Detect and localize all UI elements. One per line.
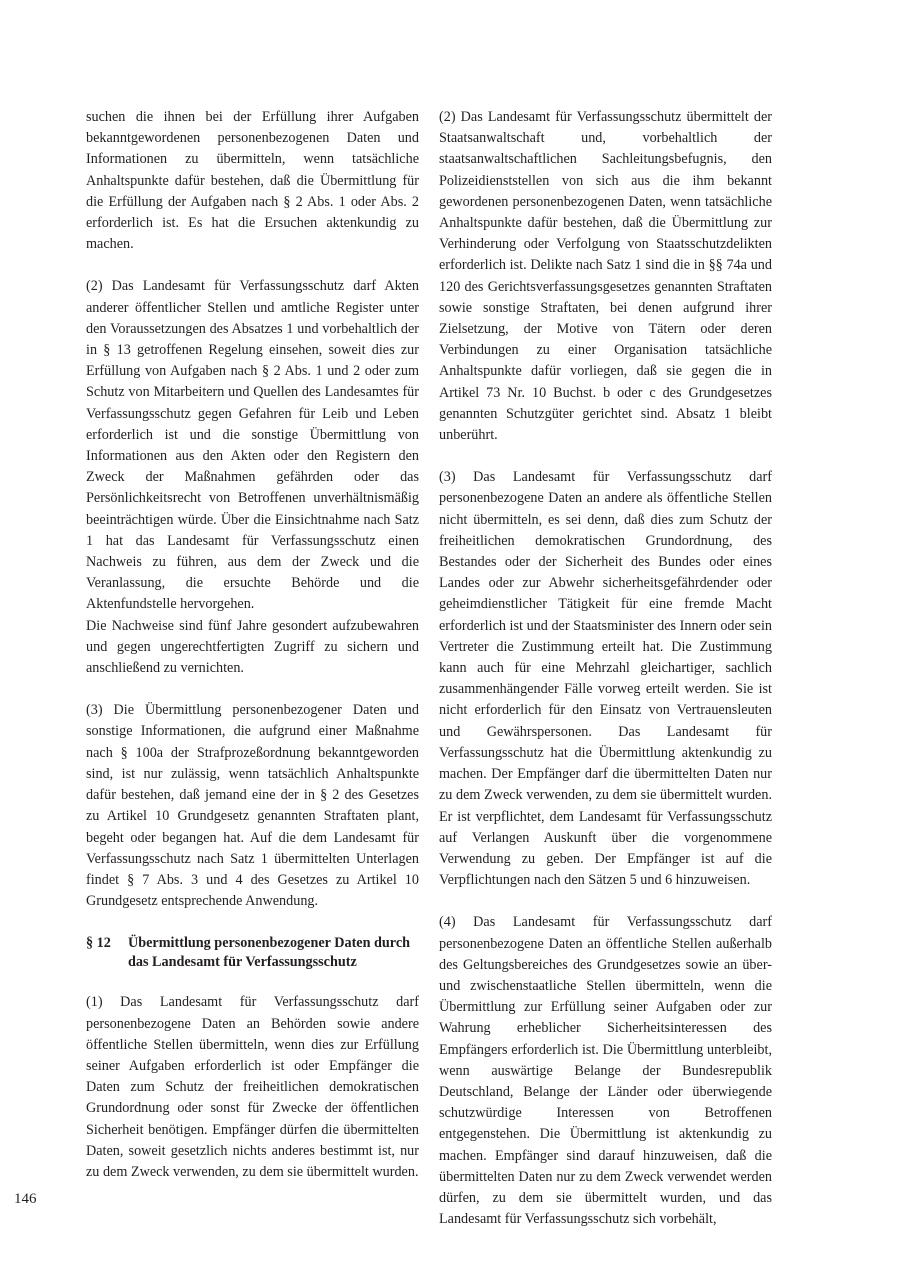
paragraph: (2) Das Landesamt für Verfassungsschutz darf Akten anderer öffentlicher Stellen und amtliche Register unter den Voraussetzungen des Absatzes 1 und vorbehaltlich der in § 13 getroffenen Regelung einsehen, soweit dies zur Erfüllung von Aufgaben nach § 2 Abs. 1 und 2 oder zum Schutz von Mitarbeitern und Quellen des Landesamtes für Verfassungsschutz gegen Gefahren für Leib und Leben erforderlich ist und die sonstige Übermittlung von Informationen aus den Akten oder den Registern den Zweck der Maßnahmen gefährden oder das Persönlichkeitsrecht von Betroffenen unverhältnismäßig beeinträchtigen würde. Über die Einsichtnahme nach Satz 1 hat das Landesamt für Verfassungsschutz einen Nachweis zu führen, aus dem der Zweck und die Veranlassung, die ersuchte Behörde und die Aktenfundstelle hervorgehen. (86, 278, 419, 613)
paragraph: suchen die ihnen bei der Erfüllung ihrer Aufgaben bekanntgewordenen personenbezogenen Daten und Informationen zu übermitteln, wenn tatsächliche Anhaltspunkte dafür bestehen, daß die Übermittlung für die Erfüllung der Aufgaben nach § 2 Abs. 1 oder Abs. 2 erforderlich ist. Es hat die Ersuchen aktenkundig zu machen. (86, 109, 419, 253)
section-number: § 12 (86, 935, 111, 952)
paragraph: (4) Das Landesamt für Verfassungsschutz darf personenbezogene Daten an öffentliche Stellen außerhalb des Geltungsbereiches des Grundgesetzes sowie an über- und zwischenstaatliche Stellen übermitteln, wenn die Übermittlung zur Erfüllung seiner Aufgaben oder zur Wahrung erheblicher Sicherheitsinteressen des Empfängers erforderlich ist. Die Übermittlung unterbleibt, wenn auswärtige Belange der Bundesrepublik Deutschland, Belange der Länder oder überwiegende schutzwürdige Interessen von Betroffenen entgegenstehen. Die Übermittlung ist aktenkundig zu machen. Empfänger sind darauf hinzuweisen, daß die übermittelten Daten nur zu dem Zweck verwendet werden dürfen, zu dem sie übermittelt wurden, und das Landesamt für Verfassungsschutz sich vorbehält, (439, 914, 772, 1228)
paragraph: (3) Die Übermittlung personenbezogener Daten und sonstige Informationen, die aufgrund einer Maßnahme nach § 100a der Strafprozeßordnung bekanntgeworden sind, ist nur zulässig, wenn tatsächlich Anhaltspunkte dafür bestehen, daß jemand eine der in § 2 des Gesetzes zu Artikel 10 Grundgesetz genannten Straftaten plant, begeht oder begangen hat. Auf die dem Landesamt für Verfassungsschutz nach Satz 1 übermittelten Unterlagen findet § 7 Abs. 3 und 4 des Gesetzes zu Artikel 10 Grundgesetz entsprechende Anwendung. (86, 702, 419, 910)
page-number: 146 (14, 1191, 37, 1207)
paragraph: (1) Das Landesamt für Verfassungsschutz darf personenbezogene Daten an Behörden sowie andere öffentliche Stellen übermitteln, wenn dies zur Erfüllung seiner Aufgaben erforderlich ist oder Empfänger die Daten zum Schutz der freiheitlichen demokratischen Grundordnung oder sonst für Zwecke der öffentlichen Sicherheit benötigen. Empfänger dürfen die übermittelten Daten, soweit gesetzlich nichts anderes bestimmt ist, nur zu dem Zweck verwenden, zu dem sie übermittelt wurden. (86, 994, 419, 1180)
left-column (86, 107, 419, 1204)
paragraph: (3) Das Landesamt für Verfassungsschutz darf personenbezogene Daten an andere als öffentliche Stellen nicht übermitteln, es sei denn, daß dies zum Schutz der freiheitlichen demokratischen Grundordnung, des Bestandes oder der Sicherheit des Bundes oder eines Landes oder zur Abwehr sicherheitsgefährdender oder geheimdienstlicher Tätigkeit für eine fremde Macht erforderlich ist und der Staatsminister des Innern oder sein Vertreter die Zustimmung erteilt hat. Die Zustimmung kann auch für eine Mehrzahl gleichartiger, sachlich zusammenhängender Fälle vorweg erteilt werden. Sie ist nicht erforderlich für den Einsatz von Vertrauensleuten und Gewährspersonen. Das Landesamt für Verfassungsschutz hat die Übermittlung aktenkundig zu machen. Der Empfänger darf die übermittelten Daten nur zu dem Zweck verwenden, zu dem sie übermittelt wurden. Er ist verpflichtet, dem Landesamt für Verfassungsschutz auf Verlangen Auskunft über die vorgenommene Verwendung zu geben. Der Empfänger ist auf die Verpflichtungen nach den Sätzen 5 und 6 hinzuweisen. (439, 469, 772, 889)
section-heading (86, 934, 419, 972)
section-title: Übermittlung personenbezogener Daten durch das Landesamt für Verfassungsschutz (128, 935, 411, 971)
right-column (439, 107, 772, 1251)
paragraph: Die Nachweise sind fünf Jahre gesondert aufzubewahren und gegen ungerechtfertigten Zugriff zu sichern und anschließend zu vernichten. (86, 617, 419, 677)
paragraph: (2) Das Landesamt für Verfassungsschutz übermittelt der Staatsanwaltschaft und, vorbehaltlich der staatsanwaltschaftlichen Sachleitungsbefugnis, den Polizeidienststellen von sich aus die ihm bekannt gewordenen personenbezogenen Daten, wenn tatsächliche Anhaltspunkte dafür bestehen, daß die Übermittlung zur Verhinderung oder Verfolgung von Staatsschutzdelikten erforderlich ist. Delikte nach Satz 1 sind die in §§ 74a und 120 des Gerichtsverfassungsgesetzes genannten Straftaten sowie sonstige Straftaten, bei denen aufgrund ihrer Zielsetzung, der Motive von Tätern oder deren Verbindungen zu einer Organisation tatsächliche Anhaltspunkte dafür vorliegen, daß sie gegen die in Artikel 73 Nr. 10 Buchst. b oder c des Grundgesetzes genannten Schutzgüter gerichtet sind. Absatz 1 bleibt unberührt. (439, 109, 772, 444)
